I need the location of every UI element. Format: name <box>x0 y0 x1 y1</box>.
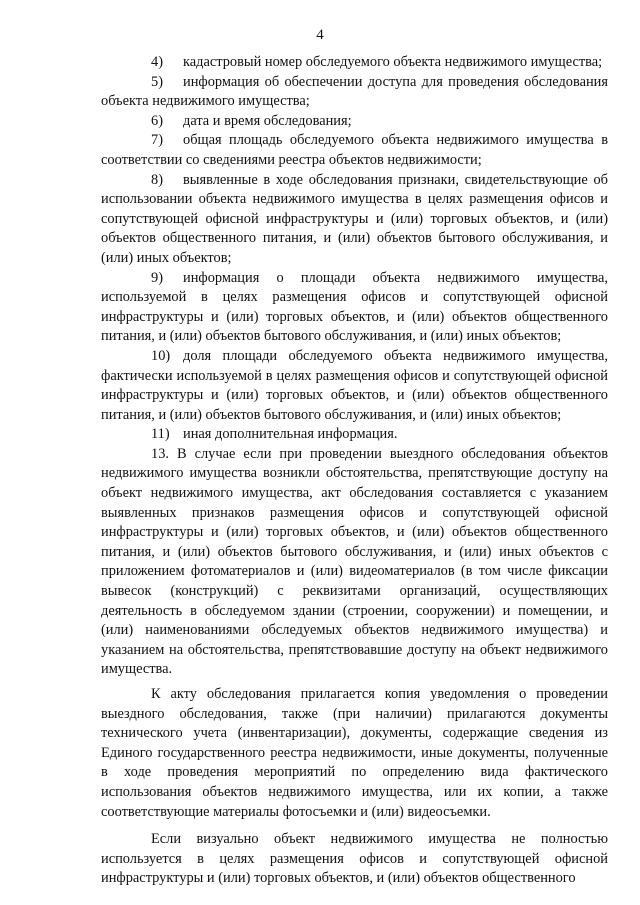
list-item <box>101 171 608 269</box>
list-item-text: иная дополнительная информация. <box>183 426 398 443</box>
paragraph-section-13: 13. В случае если при проведении выездного обследования объектов недвижимого имущества возникли обстоятельства, препятствующие доступу на объект недвижимого имущества, акт обследования составляется с указанием выявленных признаков размещения офисов и сопутствующей офисной инфраструктуры и (или) торговых объектов, и (или) объектов общественного питания, и (или) объектов бытового обслуживания, и (или) иных объектов с приложением фотоматериалов и (или) видеоматериалов (в том числе фиксации вывесок (конструкций) с реквизитами организаций, осуществляющих деятельность в обследуемом здании (строении, сооружении) и помещении, и (или) наименованиями обследуемых объектов недвижимого имущества) и указанием на обстоятельства, препятствовавшие доступу на объект недвижимого имущества. <box>101 445 608 678</box>
list-item-number: 10) <box>151 347 171 364</box>
paragraph-attachments: К акту обследования прилагается копия уведомления о проведении выездного обследования, также (при наличии) прилагаются документы технического учета (инвентаризации), документы, содержащие сведения из Единого государственного реестра недвижимости, иные документы, полученные в ходе проведения мероприятий по определению вида фактического использования объектов недвижимого имущества, или их копии, а также соответствующие материалы фотосъемки и (или) видеосъемки. <box>101 686 608 820</box>
list-item-number: 5) <box>151 73 163 90</box>
list-item-number: 4) <box>151 54 163 70</box>
list-item <box>101 131 608 170</box>
list-item <box>101 112 608 132</box>
list-item-number: 7) <box>151 132 163 149</box>
list-item-text: дата и время обследования; <box>183 112 352 129</box>
list-item-number: 11) <box>151 426 170 443</box>
list-item <box>101 73 608 112</box>
document-body <box>101 53 608 889</box>
paragraph-partial-use: Если визуально объект недвижимого имущества не полностью используется в целях размещения офисов и сопутствующей офисной инфраструктуры и (или) торговых объектов, и (или) объектов общественного <box>101 831 608 887</box>
list-item-text: информация о площади объекта недвижимого имущества, используемой в целях размещения офисов и сопутствующей офисной инфраструктуры и (или) торговых объектов, и (или) объектов общественного питания, и (или) объектов бытового обслуживания, и (или) иных объектов; <box>101 269 608 345</box>
list-item <box>101 425 608 445</box>
list-item-number: 8) <box>151 171 163 188</box>
list-item-text: информация об обеспечении доступа для проведения обследования объекта недвижимого имущества; <box>101 73 608 110</box>
page-number: 4 <box>316 27 324 43</box>
list-item <box>101 269 608 347</box>
list-item <box>101 347 608 425</box>
list-item-text: кадастровый номер обследуемого объекта недвижимого имущества; <box>183 54 603 70</box>
list-item-text: общая площадь обследуемого объекта недвижимого имущества в соответствии со сведениями реестра объектов недвижимости; <box>101 132 608 168</box>
list-item <box>101 53 608 73</box>
list-item-number: 6) <box>151 112 163 129</box>
list-item-text: доля площади обследуемого объекта недвижимого имущества, фактически используемой в целях размещения офисов и сопутствующей офисной инфраструктуры и (или) торговых объектов, и (или) объектов общественного питания, и (или) объектов бытового обслуживания, и (или) иных объектов; <box>101 347 608 423</box>
list-item-number: 9) <box>151 269 163 286</box>
list-item-text: выявленные в ходе обследования признаки, свидетельствующие об использовании объекта недвижимого имущества в целях размещения офисов и сопутствующей офисной инфраструктуры и (или) торговых объектов, и (или) объектов общественного питания, и (или) объектов бытового обслуживания, и (или) иных объектов; <box>101 171 608 266</box>
